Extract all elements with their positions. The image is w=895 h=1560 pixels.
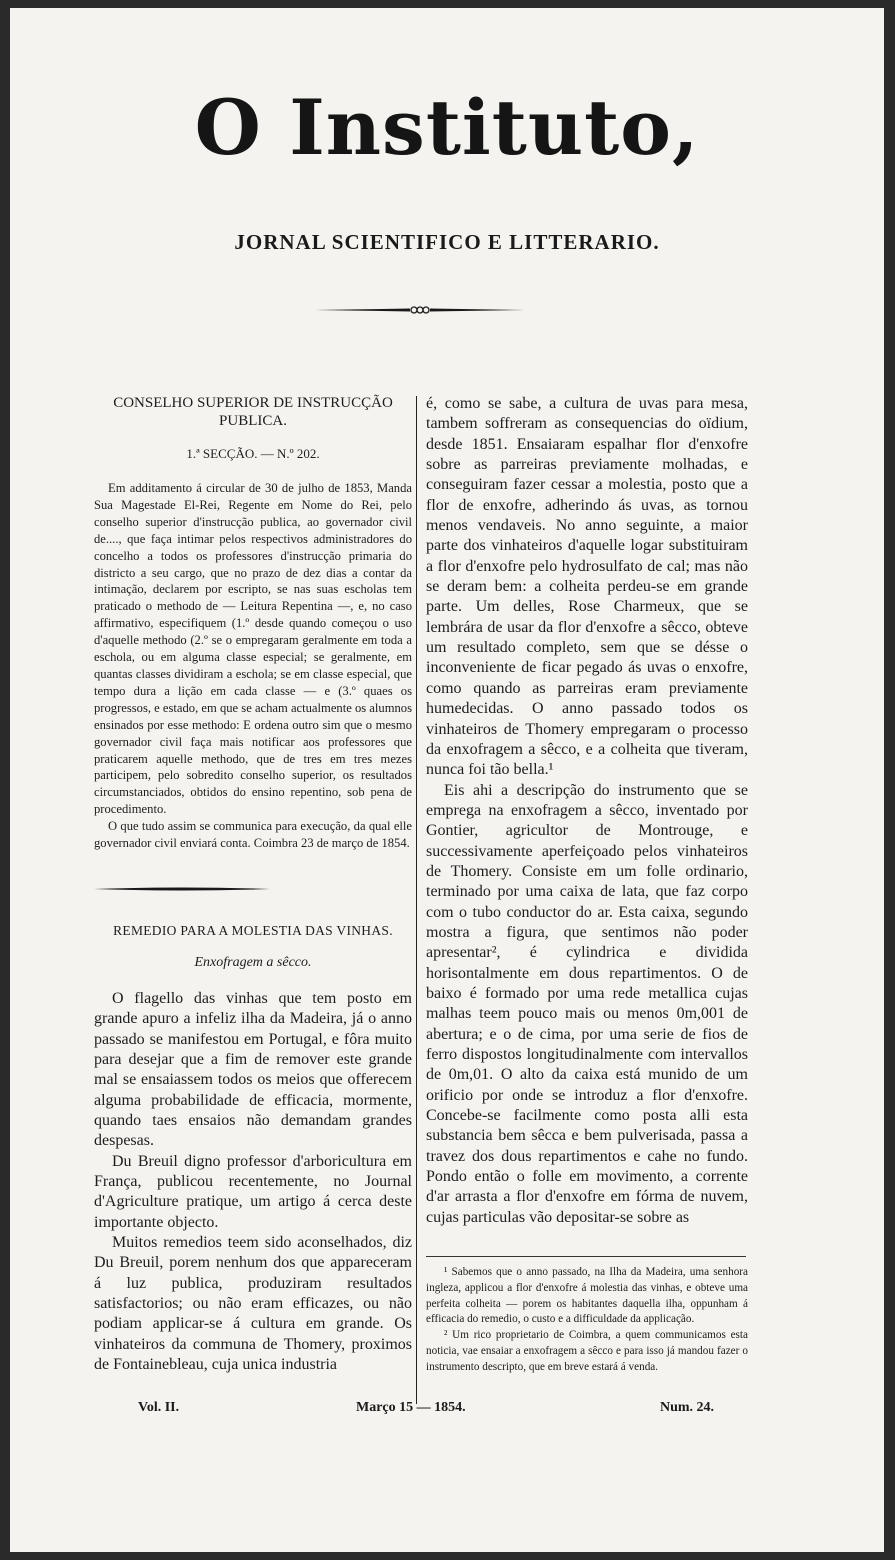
footer-number: Num. 24. xyxy=(660,1400,715,1415)
article-paragraph: Eis ahi a descripção do instrumento que se emprega na enxofragem a sêcco, inventado por Gontier, agricultor de Montrouge, e successivamente aperfeiçoado pelos vinhateiros de Thomery. Consiste em um folle ordinario, terminado por uma caixa de lata, que faz corpo com o tubo conductor do ar. Esta caixa, segundo mostra a figura, que sentimos não poder apresentar², é cylindrica e dividida horisontalmente em dous repartimentos. O de baixo é formado por uma rede metallica cujas malhas teem pouco mais ou menos 0m,001 de abertura; e o de cima, por uma serie de fios de ferro dispostos longitudinalmente com intervallos de 0m,01. O alto da caixa está munido de um orificio por onde se introduz a flor d'enxofre. Concebe-se facilmente como posta alli esta substancia bem sêcca e bem pulverisada, passa a travez dos dous repartimentos e cahe no fundo. Pondo então o folle em movimento, a corrente d'ar arrasta a flor d'enxofre em fórma de nuvem, cujas particulas vão depositar-se sobre as xyxy=(426,781,748,1226)
conselho-paragraph: Em additamento á circular de 30 de julho de 1853, Manda Sua Magestade El-Rei, Regente em Nome do Rei, pelo conselho superior d'instrucção publica, ao governador civil de...., que faça intimar pelos respectivos administradores do concelho a todos os professores d'instrucção primaria do districto a seu cargo, que no prazo de dez dias a contar da intimação, declarem por escripto, se nas suas escholas tem praticado o methodo de — Leitura Repentina —, e, no caso affirmativo, especifiquem (1.º desde quando começou o uso d'aquelle methodo (2.º se o empregaram geralmente em toda a eschola, ou em alguma classe especial; se geralmente, em quantas classes dividiram a eschola; se em classe especial, que tempo dura a lição em cada classe — e (3.º quaes os progressos, e estado, em que se acham actualmente os alumnos ensinados por esse methodo: E ordena outro sim que o mesmo governador civil faça mais notificar aos professores que praticarem aquelle methodo, que de tres em tres mezes participem, pelo sobredito conselho superior, os resultados circumstanciados, obtidos do ensino repentino, sob pena de procedimento. xyxy=(94,481,412,817)
footer-volume: Vol. II. xyxy=(138,1400,180,1415)
left-column xyxy=(94,394,412,1375)
column-rule xyxy=(416,396,417,1404)
masthead-subtitle: JORNAL SCIENTIFICO E LITTERARIO. xyxy=(234,230,660,254)
section-divider-icon xyxy=(94,886,270,892)
footnote: ² Um rico proprietario de Coimbra, a quem communicamos esta noticia, vae ensaiar a enxofragem a sêcco e para isso já mandou fazer o instrumento descripto, que em breve estará á venda. xyxy=(426,1329,748,1373)
ornament-divider-icon xyxy=(315,304,525,316)
article-paragraph: Du Breuil digno professor d'arboricultura em França, publicou recentemente, no Journal d'Agriculture pratique, um artigo á cerca deste importante objecto. xyxy=(94,1152,412,1231)
footnote: ¹ Sabemos que o anno passado, na Ilha da Madeira, uma senhora ingleza, applicou a flor d'enxofre á molestia das vinhas, e obteve uma perfeita colheita — porem os habitantes daquella ilha, oppunham á efficacia do remedio, o custo e a difficuldade da applicação. xyxy=(426,1266,748,1326)
article-paragraph: Muitos remedios teem sido aconselhados, diz Du Breuil, porem nenhum dos que appareceram á luz publica, produziram resultados satisfactorios; ou não eram efficazes, ou não podiam applicar-se á cultura em grande. Os vinhateiros da communa de Thomery, proximos de Fontainebleau, cuja unica industria xyxy=(94,1234,412,1374)
conselho-section: 1.ª SECÇÃO. — N.º 202. xyxy=(186,446,320,461)
right-column xyxy=(426,394,748,1376)
footnote-rule xyxy=(426,1256,746,1257)
remedio-subtitle: Enxofragem a sêcco. xyxy=(194,954,312,970)
masthead-title: O Instituto, xyxy=(194,83,700,172)
conselho-title: CONSELHO SUPERIOR DE INSTRUCÇÃO PUBLICA. xyxy=(113,395,393,429)
newspaper-page xyxy=(10,8,884,1552)
article-paragraph: é, como se sabe, a cultura de uvas para mesa, tambem soffreram as consequencias do oïdium, desde 1851. Ensaiaram espalhar flor d'enxofre sobre as parreiras previamente molhadas, e conseguiram fazer cessar a molestia, posto que a flor de enxofre, adherindo ás uvas, as tornou menos vendaveis. No anno seguinte, a maior parte dos vinhateiros d'aquelle logar substituiram a flor d'enxofre pelo hydrosulfato de cal; mas não se deram bem: a colheita perdeu-se em grande parte. Um delles, Rose Charmeux, que se lembrára de usar da flor d'enxofre a sêcco, obteve um resultado completo, sem que se désse o inconveniente de ficar pegado ás uvas o enxofre, como quando as parreiras eram previamente humedecidas. O anno passado todos os vinhateiros de Thomery empregaram o processo da enxofragem a sêcco, e a colheita que tiveram, nunca foi tão bella.¹ xyxy=(426,395,748,779)
footer-date: Março 15 — 1854. xyxy=(356,1400,466,1415)
article-paragraph: O flagello das vinhas que tem posto em grande apuro a infeliz ilha da Madeira, já o anno passado se manifestou em Portugal, e fôra muito para desejar que a fim de remover este grande mal se ensaiassem todos os meios que offerecem alguma probabilidade de efficacia, mormente, quando taes ensaios não demandam grandes despesas. xyxy=(94,989,412,1150)
conselho-closing: O que tudo assim se communica para execução, da qual elle governador civil enviará conta. Coimbra 23 de março de 1854. xyxy=(94,819,412,851)
remedio-title: REMEDIO PARA A MOLESTIA DAS VINHAS. xyxy=(113,922,393,938)
